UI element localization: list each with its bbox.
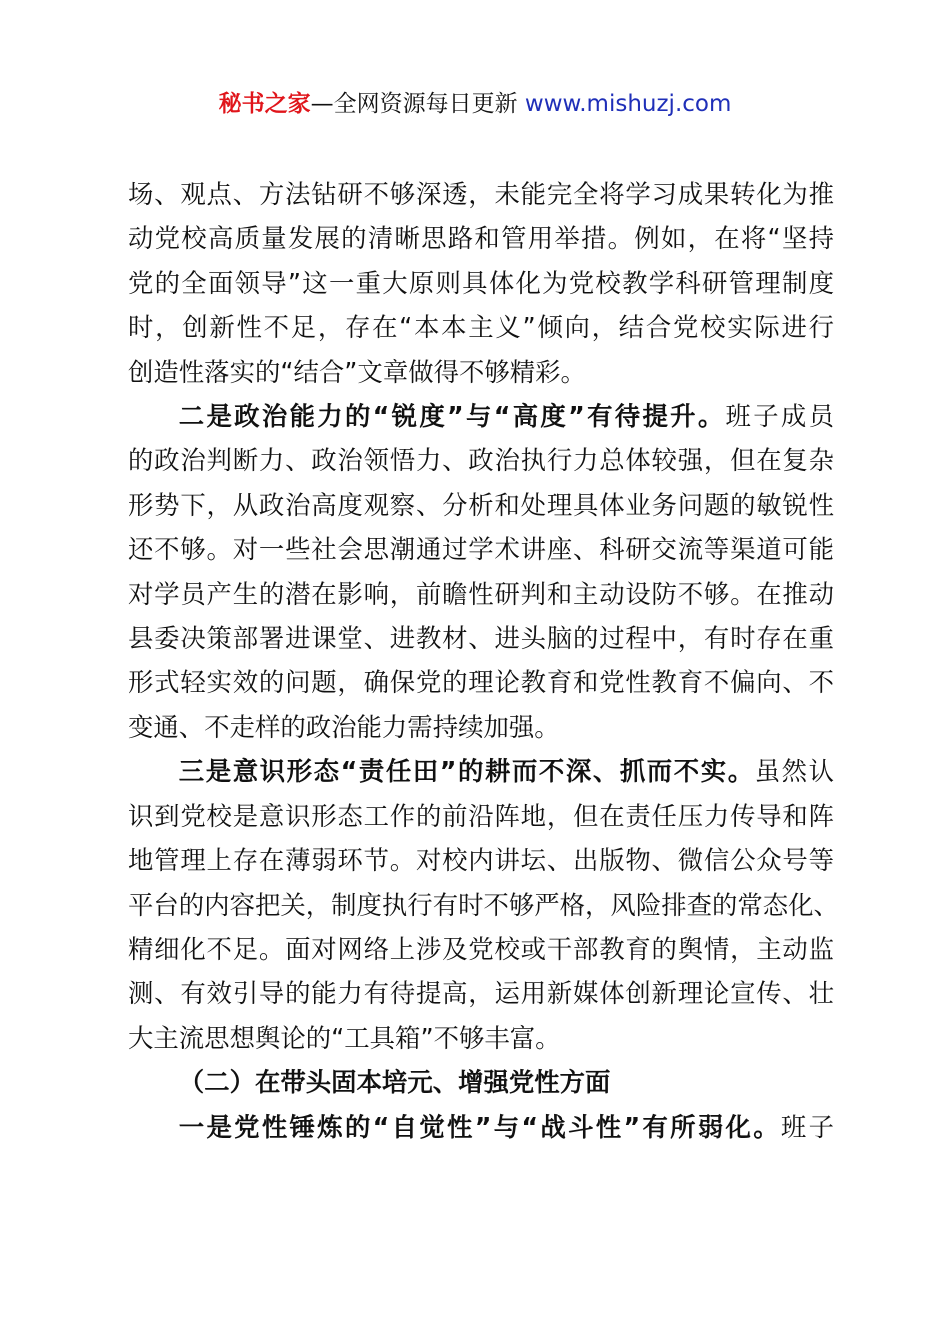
section-heading bbox=[128, 1060, 834, 1104]
text-line: 动党校高质量发展的清晰思路和管用举措。例如，在将“坚持 bbox=[128, 223, 834, 254]
paragraph-3 bbox=[128, 749, 839, 1060]
text-fragment: 虽然认 bbox=[754, 756, 835, 787]
text-line-lead bbox=[128, 394, 834, 438]
text-fragment: 班子 bbox=[780, 1111, 835, 1142]
site-header bbox=[0, 86, 950, 122]
text-fragment: 班子成员 bbox=[725, 401, 835, 432]
document-body bbox=[128, 172, 839, 1149]
text-line: 场、观点、方法钻研不够深透，未能完全将学习成果转化为推 bbox=[128, 179, 834, 209]
text-line: 的政治判断力、政治领悟力、政治执行力总体较强，但在复杂 bbox=[128, 445, 834, 476]
text-line: 对学员产生的潜在影响，前瞻性研判和主动设防不够。在推动 bbox=[128, 578, 834, 609]
text-line-lead bbox=[128, 1105, 834, 1149]
text-line: 还不够。对一些社会思潮通过学术讲座、科研交流等渠道可能 bbox=[128, 534, 834, 565]
section-heading-text: （二）在带头固本培元、增强党性方面 bbox=[178, 1067, 611, 1098]
text-line: 时，创新性不足，存在“本本主义”倾向，结合党校实际进行 bbox=[128, 312, 834, 343]
text-line: 大主流思想舆论的“工具箱”不够丰富。 bbox=[128, 1022, 561, 1053]
paragraph-2 bbox=[128, 394, 834, 749]
text-line: 地管理上存在薄弱环节。对校内讲坛、出版物、微信公众号等 bbox=[128, 845, 834, 876]
paragraph-4 bbox=[128, 1105, 834, 1149]
site-tagline: —全网资源每日更新 bbox=[310, 91, 525, 117]
text-line: 精细化不足。面对网络上涉及党校或干部教育的舆情，主动监 bbox=[128, 933, 834, 964]
text-line: 创造性落实的“结合”文章做得不够精彩。 bbox=[128, 356, 586, 387]
paragraph-lead: 一是党性锤炼的“自觉性”与“战斗性”有所弱化。 bbox=[178, 1111, 781, 1142]
text-line: 平台的内容把关，制度执行有时不够严格，风险排查的常态化、 bbox=[128, 889, 839, 920]
text-line: 测、有效引导的能力有待提高，运用新媒体创新理论宣传、壮 bbox=[128, 978, 834, 1009]
paragraph-lead: 三是意识形态“责任田”的耕而不深、抓而不实。 bbox=[178, 756, 755, 787]
text-line: 形势下，从政治高度观察、分析和处理具体业务问题的敏锐性 bbox=[128, 489, 834, 520]
text-line: 识到党校是意识形态工作的前沿阵地，但在责任压力传导和阵 bbox=[128, 800, 834, 831]
text-line: 县委决策部署进课堂、进教材、进头脑的过程中，有时存在重 bbox=[128, 623, 834, 654]
text-line: 变通、不走样的政治能力需持续加强。 bbox=[128, 711, 560, 742]
paragraph-lead: 二是政治能力的“锐度”与“高度”有待提升。 bbox=[178, 401, 726, 432]
text-line-lead bbox=[128, 749, 834, 793]
site-url[interactable]: www.mishuzj.com bbox=[524, 91, 732, 117]
site-brand: 秘书之家 bbox=[218, 91, 311, 117]
text-line: 党的全面领导”这一重大原则具体化为党校教学科研管理制度 bbox=[128, 267, 834, 298]
text-line: 形式轻实效的问题，确保党的理论教育和党性教育不偏向、不 bbox=[128, 667, 834, 698]
paragraph-1 bbox=[128, 172, 834, 394]
